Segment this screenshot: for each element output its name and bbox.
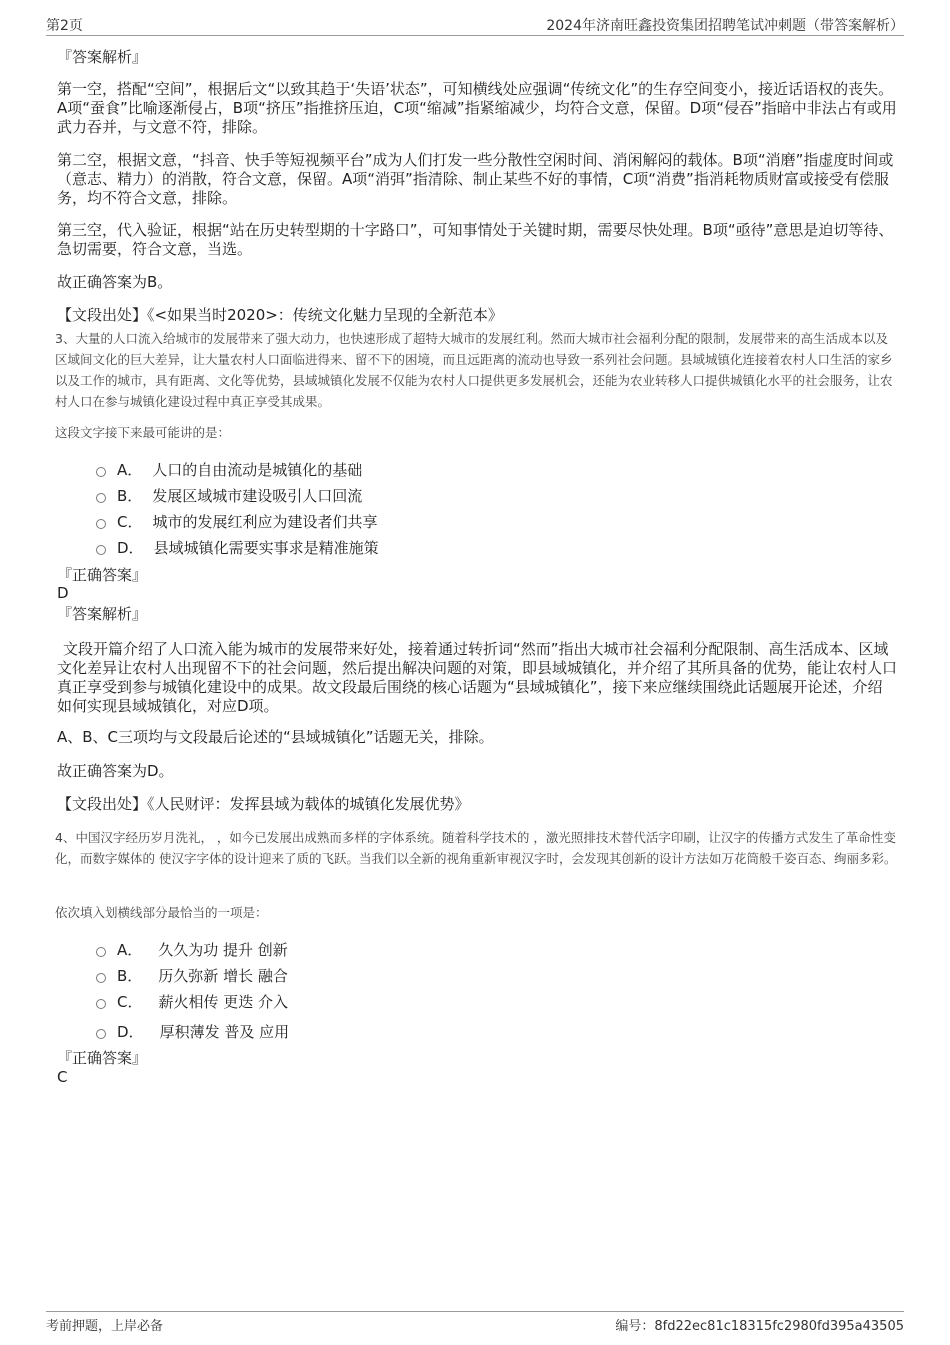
- option-letter: D．: [117, 1023, 144, 1041]
- q2-conclusion: 故正确答案为B。: [57, 273, 173, 291]
- q3-conclusion: 故正确答案为D。: [57, 762, 174, 780]
- radio-icon[interactable]: [96, 1029, 106, 1039]
- option-text: 久久为功 提升 创新: [158, 941, 288, 959]
- header-divider: [46, 35, 904, 36]
- option-text: 城市的发展红利应为建设者们共享: [152, 513, 378, 531]
- radio-icon[interactable]: [96, 519, 106, 529]
- radio-icon[interactable]: [96, 545, 106, 555]
- q3-analysis-para-1: 文段开篇介绍了人口流入能为城市的发展带来好处，接着通过转折词“然而”指出大城市社会福利分配限制、高生活成本、区域文化差异让农村人出现留不下的社会问题，然后提出解决问题的对策，即县域城镇化，并介绍了其所具备的优势，能让农村人口真正享受到参与城镇化建设中的成果。故文段最后围绕的核心话题为“县域城镇化”，接下来应继续围绕此话题展开论述，介绍如何实现县域城镇化，对应D项。: [57, 640, 898, 715]
- q4-option-b[interactable]: [96, 965, 288, 986]
- option-letter: A．: [117, 461, 143, 479]
- q2-analysis-para-1: 第一空，搭配“空间”，根据后文“以致其趋于‘失语’状态”，可知横线处应强调“传统文化”的生存空间变小，接近话语权的丧失。A项“蚕食”比喻逐渐侵占，B项“挤压”指推挤压迫，C项“缩减”指紧缩减少，均符合文意，保留。D项“侵吞”指暗中非法占有或用武力吞并，与文意不符，排除。: [57, 80, 897, 136]
- option-text: 县域城镇化需要实事求是精准施策: [153, 539, 379, 557]
- radio-icon[interactable]: [96, 999, 106, 1009]
- option-letter: C．: [117, 993, 143, 1011]
- q3-option-c[interactable]: [96, 511, 378, 532]
- document-title: 2024年济南旺鑫投资集团招聘笔试冲刺题（带答案解析）: [546, 18, 904, 34]
- option-letter: D．: [117, 539, 144, 557]
- option-text: 厚积薄发 普及 应用: [159, 1023, 290, 1041]
- option-text: 历久弥新 增长 融合: [158, 967, 288, 985]
- q3-stem: 3、大量的人口流入给城市的发展带来了强大动力，也快速形成了超特大城市的发展红利。然而大城市社会福利分配的限制，发展带来的高生活成本以及区域间文化的巨大差异，让大量农村人口面临进得来、留不下的困境，而且远距离的流动也导致一系列社会问题。县域城镇化连接着农村人口生活的家乡以及工作的城市，具有距离、文化等优势，县域城镇化发展不仅能为农村人口提供更多发展机会，还能为农业转移人口提供城镇化水平的社会服务，让农村人口在参与城镇化建设过程中真正享受其成果。: [55, 331, 893, 409]
- q4-prompt: 依次填入划横线部分最恰当的一项是：: [55, 905, 268, 920]
- q4-option-a[interactable]: [96, 939, 288, 960]
- q4-stem: 4、中国汉字经历岁月洗礼， ，如今已发展出成熟而多样的字体系统。随着科学技术的 ，激光照排技术替代活字印刷，让汉字的传播方式发生了革命性变化，而数字媒体的 使汉字字体的设计迎来了质的飞跃。当我们以全新的视角重新审视汉字时，会发现其创新的设计方法如万花筒般千姿百态、绚丽多彩。: [55, 830, 897, 866]
- option-text: 人口的自由流动是城镇化的基础: [152, 461, 363, 479]
- radio-icon[interactable]: [96, 947, 106, 957]
- q3-analysis-label: 『答案解析』: [57, 605, 148, 623]
- q4-option-d[interactable]: [96, 1021, 289, 1042]
- option-text: 发展区域城市建设吸引人口回流: [152, 487, 363, 505]
- q2-analysis-label: 『答案解析』: [57, 48, 148, 66]
- q3-option-d[interactable]: [96, 537, 379, 558]
- radio-icon[interactable]: [96, 973, 106, 983]
- option-text: 薪火相传 更迭 介入: [158, 993, 289, 1011]
- page-number: 第2页: [46, 18, 83, 34]
- q2-source: 【文段出处】《<如果当时2020>：传统文化魅力呈现的全新范本》: [57, 306, 503, 324]
- radio-icon[interactable]: [96, 467, 106, 477]
- q4-option-c[interactable]: [96, 991, 288, 1012]
- q3-option-b[interactable]: [96, 485, 362, 506]
- radio-icon[interactable]: [96, 493, 106, 503]
- q4-answer-label: 『正确答案』: [57, 1049, 148, 1067]
- q3-analysis-para-2: A、B、C三项均与文段最后论述的“县域城镇化”话题无关，排除。: [57, 728, 494, 746]
- q4-answer: C: [57, 1068, 68, 1086]
- footer-divider: [46, 1311, 904, 1312]
- q3-prompt: 这段文字接下来最可能讲的是：: [55, 425, 231, 440]
- q3-option-a[interactable]: [96, 459, 362, 480]
- document-code: 编号：8fd22ec81c18315fc2980fd395a43505: [615, 1319, 904, 1334]
- option-letter: B．: [117, 487, 143, 505]
- q3-answer-label: 『正确答案』: [57, 566, 148, 584]
- option-letter: C．: [117, 513, 143, 531]
- option-letter: B．: [117, 967, 143, 985]
- footer-slogan: 考前押题，上岸必备: [46, 1319, 164, 1334]
- q3-answer: D: [57, 584, 69, 602]
- q2-analysis-para-3: 第三空，代入验证，根据“站在历史转型期的十字路口”，可知事情处于关键时期，需要尽快处理。B项“亟待”意思是迫切等待、急切需要，符合文意，当选。: [57, 221, 894, 258]
- q2-analysis-para-2: 第二空，根据文意，“抖音、快手等短视频平台”成为人们打发一些分散性空闲时间、消闲解闷的载体。B项“消磨”指虚度时间或（意志、精力）的消散，符合文意，保留。A项“消弭”指清除、制止某些不好的事情，C项“消费”指消耗物质财富或接受有偿服务，均不符合文意，排除。: [57, 151, 894, 207]
- option-letter: A．: [117, 941, 143, 959]
- q3-source: 【文段出处】《人民财评：发挥县域为载体的城镇化发展优势》: [57, 795, 470, 813]
